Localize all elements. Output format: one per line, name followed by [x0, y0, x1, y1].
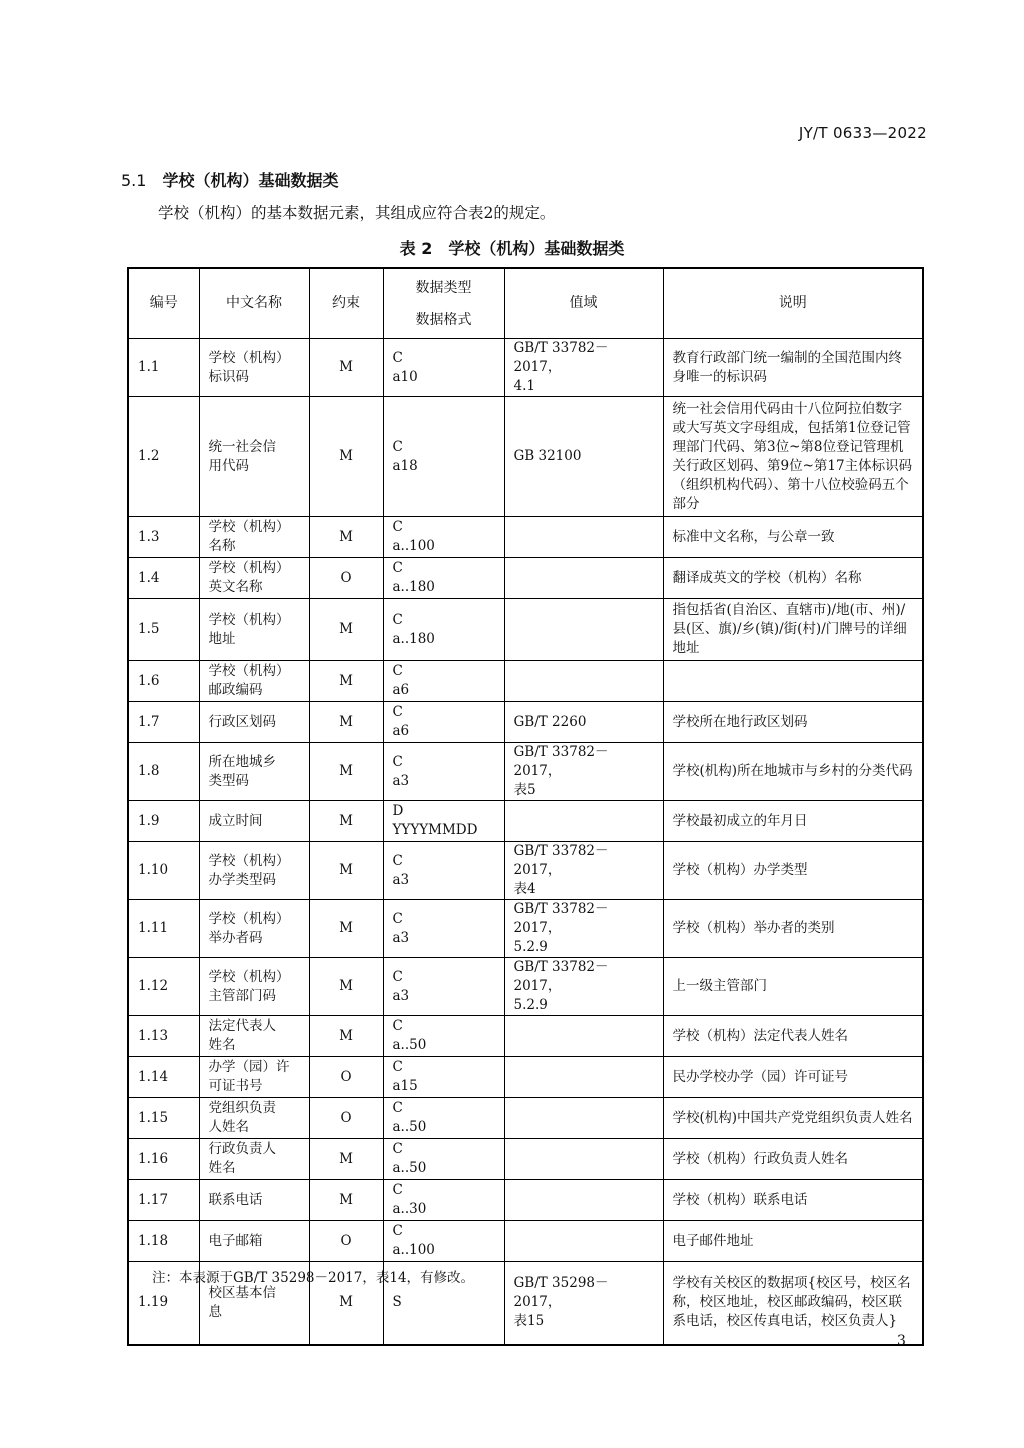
cell-description: 学校（机构）举办者的类别 [663, 900, 923, 958]
header-domain: 值域 [504, 268, 663, 339]
cell-no: 1.8 [128, 743, 199, 801]
cell-domain [504, 397, 663, 517]
cell-name-line1: 学校（机构） [208, 852, 290, 869]
section-heading [121, 168, 338, 191]
cell-domain [504, 1180, 663, 1221]
cell-domain-line1: GB/T 33782－2017， [513, 340, 609, 375]
cell-no: 1.16 [128, 1139, 199, 1180]
cell-type: C [392, 852, 403, 869]
cell-domain-line1: GB/T 33782－2017， [513, 843, 609, 878]
cell-type: C [392, 968, 403, 985]
cell-type-format [383, 1016, 504, 1057]
cell-name-line2: 人姓名 [208, 1119, 249, 1135]
cell-name-line2: 类型码 [208, 772, 249, 789]
cell-constraint: M [309, 661, 383, 702]
cell-constraint: O [309, 1098, 383, 1139]
cell-name [199, 397, 309, 517]
cell-type-format [383, 1098, 504, 1139]
cell-constraint: O [309, 1221, 383, 1262]
cell-type: C [392, 1018, 403, 1034]
cell-description: 学校所在地行政区划码 [663, 702, 923, 743]
cell-format: a..100 [392, 538, 435, 554]
cell-type: D [392, 803, 404, 819]
cell-name-line1: 办学（园）许 [208, 1059, 290, 1075]
cell-name-line1: 学校（机构） [208, 968, 290, 985]
cell-no: 1.11 [128, 900, 199, 958]
cell-name-line2: 举办者码 [208, 929, 263, 946]
table-header-row [128, 268, 923, 339]
cell-name-line1: 学校（机构） [208, 560, 290, 576]
cell-type-format [383, 958, 504, 1016]
cell-name-line2: 地址 [208, 630, 236, 647]
table-row [128, 1016, 923, 1057]
cell-domain-line2: 5.2.9 [513, 997, 548, 1013]
cell-domain-line1: GB/T 33782－2017， [513, 959, 609, 994]
table-row [128, 1057, 923, 1098]
cell-domain-line2: 表5 [513, 782, 536, 798]
cell-description: 民办学校办学（园）许可证号 [663, 1057, 923, 1098]
cell-name-line2: 名称 [208, 538, 236, 554]
cell-description: 学校(机构)所在地城市与乡村的分类代码 [663, 743, 923, 801]
cell-no: 1.7 [128, 702, 199, 743]
cell-domain [504, 339, 663, 397]
cell-type: C [392, 704, 403, 720]
cell-description: 学校（机构）办学类型 [663, 842, 923, 900]
cell-format: a..180 [392, 579, 435, 595]
cell-description: 上一级主管部门 [663, 958, 923, 1016]
table-row [128, 702, 923, 743]
cell-name-line1: 行政区划码 [208, 713, 276, 730]
intro-paragraph: 学校（机构）的基本数据元素，其组成应符合表2的规定。 [158, 204, 556, 222]
cell-format: a15 [392, 1078, 418, 1094]
table-row [128, 1139, 923, 1180]
cell-type-format [383, 1139, 504, 1180]
document-code: JY/T 0633—2022 [798, 124, 927, 142]
cell-constraint: M [309, 599, 383, 661]
cell-description: 学校（机构）法定代表人姓名 [663, 1016, 923, 1057]
table-row [128, 743, 923, 801]
cell-constraint: O [309, 558, 383, 599]
table-row [128, 1180, 923, 1221]
cell-name [199, 1098, 309, 1139]
cell-name-line1: 法定代表人 [208, 1018, 276, 1034]
cell-domain-line1: GB/T 2260 [513, 713, 587, 730]
table-row [128, 558, 923, 599]
cell-domain [504, 558, 663, 599]
cell-name-line2: 英文名称 [208, 579, 263, 595]
cell-domain [504, 599, 663, 661]
page-number: 3 [897, 1333, 906, 1349]
cell-name [199, 702, 309, 743]
cell-domain [504, 801, 663, 842]
cell-format: a3 [392, 929, 410, 946]
cell-no: 1.1 [128, 339, 199, 397]
cell-domain-line1: GB/T 35298－2017， [513, 1275, 609, 1311]
cell-type: C [392, 663, 403, 679]
cell-no: 1.9 [128, 801, 199, 842]
cell-name [199, 1139, 309, 1180]
cell-domain [504, 1098, 663, 1139]
cell-description: 学校(机构)中国共产党党组织负责人姓名 [663, 1098, 923, 1139]
cell-no: 1.6 [128, 661, 199, 702]
cell-format: a..180 [392, 630, 435, 647]
cell-name-line1: 行政负责人 [208, 1141, 276, 1157]
cell-domain [504, 1221, 663, 1262]
cell-constraint: M [309, 1016, 383, 1057]
cell-constraint: M [309, 1262, 383, 1345]
cell-type-format [383, 1221, 504, 1262]
cell-type-format [383, 702, 504, 743]
cell-format: a10 [392, 368, 418, 385]
cell-constraint: M [309, 397, 383, 517]
cell-no: 1.18 [128, 1221, 199, 1262]
cell-type: C [392, 753, 403, 770]
cell-description: 学校（机构）行政负责人姓名 [663, 1139, 923, 1180]
cell-type: C [392, 910, 403, 927]
cell-name [199, 1221, 309, 1262]
cell-name [199, 339, 309, 397]
cell-type-format [383, 661, 504, 702]
cell-domain [504, 1139, 663, 1180]
cell-no: 1.17 [128, 1180, 199, 1221]
table-caption [0, 236, 1024, 259]
cell-name-line1: 学校（机构） [208, 611, 290, 628]
cell-format: a..50 [392, 1160, 427, 1176]
cell-name [199, 958, 309, 1016]
cell-type: C [392, 611, 403, 628]
section-number: 5.1 [121, 171, 147, 190]
cell-domain [504, 702, 663, 743]
cell-name [199, 661, 309, 702]
cell-format: a..50 [392, 1037, 427, 1053]
cell-no: 1.15 [128, 1098, 199, 1139]
header-type: 数据类型 [415, 279, 472, 296]
cell-type-format [383, 743, 504, 801]
cell-no: 1.10 [128, 842, 199, 900]
cell-domain-line2: 表15 [513, 1313, 545, 1330]
cell-name-line2: 可证书号 [208, 1078, 263, 1094]
cell-type-format [383, 558, 504, 599]
header-format: 数据格式 [415, 311, 472, 328]
cell-name-line2: 息 [208, 1303, 222, 1320]
cell-format: a..100 [392, 1242, 435, 1258]
cell-name [199, 842, 309, 900]
cell-type: S [392, 1294, 402, 1311]
cell-name-line2: 标识码 [208, 368, 249, 385]
cell-constraint: M [309, 702, 383, 743]
cell-name-line1: 统一社会信 [208, 438, 276, 455]
cell-name-line2: 姓名 [208, 1160, 236, 1176]
cell-name-line2: 办学类型码 [208, 871, 276, 888]
cell-name-line1: 学校（机构） [208, 663, 290, 679]
cell-format: a6 [392, 723, 410, 739]
cell-constraint: M [309, 958, 383, 1016]
cell-type: C [392, 1100, 403, 1116]
cell-name-line2: 邮政编码 [208, 682, 263, 698]
cell-description: 电子邮件地址 [663, 1221, 923, 1262]
table-row [128, 517, 923, 558]
cell-format: a3 [392, 871, 410, 888]
cell-domain [504, 743, 663, 801]
cell-no: 1.4 [128, 558, 199, 599]
cell-name-line1: 学校（机构） [208, 910, 290, 927]
data-elements-table [127, 267, 924, 1346]
cell-type-format [383, 1180, 504, 1221]
cell-name-line1: 所在地城乡 [208, 753, 276, 770]
cell-name-line1: 联系电话 [208, 1191, 263, 1208]
cell-name-line1: 学校（机构） [208, 349, 290, 366]
cell-domain-line2: 4.1 [513, 378, 535, 394]
cell-format: a3 [392, 987, 410, 1004]
cell-type-format [383, 517, 504, 558]
cell-type: C [392, 1182, 403, 1198]
cell-constraint: M [309, 339, 383, 397]
table-row [128, 661, 923, 702]
cell-domain [504, 1057, 663, 1098]
cell-domain-line1: GB/T 33782－2017， [513, 901, 609, 936]
cell-name-line2: 用代码 [208, 457, 249, 474]
table-row [128, 339, 923, 397]
cell-no: 1.3 [128, 517, 199, 558]
cell-no: 1.12 [128, 958, 199, 1016]
header-no: 编号 [128, 268, 199, 339]
table-row [128, 1221, 923, 1262]
cell-type: C [392, 560, 403, 576]
cell-type: C [392, 519, 403, 535]
cell-type: C [392, 1059, 403, 1075]
cell-constraint: M [309, 1180, 383, 1221]
cell-name-line1: 校区基本信 [208, 1284, 276, 1301]
cell-name-line1: 学校（机构） [208, 519, 290, 535]
cell-description: 翻译成英文的学校（机构）名称 [663, 558, 923, 599]
cell-constraint: M [309, 517, 383, 558]
cell-type-format [383, 801, 504, 842]
cell-name-line1: 党组织负责 [208, 1100, 276, 1116]
cell-name [199, 743, 309, 801]
cell-constraint: M [309, 743, 383, 801]
section-title: 学校（机构）基础数据类 [162, 171, 339, 190]
cell-name-line1: 电子邮箱 [208, 1232, 263, 1249]
cell-name [199, 1057, 309, 1098]
cell-description: 学校最初成立的年月日 [663, 801, 923, 842]
cell-constraint: M [309, 900, 383, 958]
cell-name [199, 900, 309, 958]
cell-type-format [383, 1057, 504, 1098]
cell-name-line1: 成立时间 [208, 812, 263, 829]
table-row [128, 1098, 923, 1139]
cell-name [199, 558, 309, 599]
cell-no: 1.2 [128, 397, 199, 517]
cell-no: 1.19 [128, 1262, 199, 1345]
cell-domain-line2: 5.2.9 [513, 939, 548, 955]
cell-type: C [392, 349, 403, 366]
table-row [128, 599, 923, 661]
table-row [128, 397, 923, 517]
cell-type-format [383, 599, 504, 661]
cell-name-line2: 主管部门码 [208, 987, 276, 1004]
cell-name [199, 1180, 309, 1221]
cell-domain-line1: GB/T 33782－2017， [513, 744, 609, 779]
cell-constraint: M [309, 1139, 383, 1180]
cell-description: 统一社会信用代码由十八位阿拉伯数字或大写英文字母组成，包括第1位登记管理部门代码、第3位~第8位登记管理机关行政区划码、第9位~第17主体标识码（组织机构代码）、第十八位校验码五个部分 [663, 397, 923, 517]
cell-format: a6 [392, 682, 410, 698]
cell-type: C [392, 1223, 403, 1239]
cell-name [199, 1016, 309, 1057]
cell-domain [504, 900, 663, 958]
cell-description: 学校（机构）联系电话 [663, 1180, 923, 1221]
table-footnote: 注：本表源于GB/T 35298－2017，表14，有修改。 [152, 1270, 475, 1286]
cell-description: 指包括省(自治区、直辖市)/地(市、州)/县(区、旗)/乡(镇)/街(村)/门牌号的详细地址 [663, 599, 923, 661]
cell-format: a18 [392, 457, 418, 474]
cell-format: a3 [392, 772, 410, 789]
cell-constraint: M [309, 801, 383, 842]
cell-name [199, 599, 309, 661]
cell-domain-line1: GB 32100 [513, 448, 582, 464]
cell-domain [504, 958, 663, 1016]
table-row [128, 900, 923, 958]
cell-format: a..50 [392, 1119, 427, 1135]
table-row [128, 801, 923, 842]
header-name: 中文名称 [199, 268, 309, 339]
cell-description: 标准中文名称，与公章一致 [663, 517, 923, 558]
cell-type: C [392, 438, 403, 455]
cell-domain [504, 1262, 663, 1345]
cell-name-line2: 姓名 [208, 1037, 236, 1053]
cell-type-format [383, 339, 504, 397]
header-type-format [383, 268, 504, 339]
cell-domain [504, 842, 663, 900]
cell-format: YYYYMMDD [392, 822, 478, 838]
cell-type-format [383, 397, 504, 517]
cell-description [663, 661, 923, 702]
table-row [128, 958, 923, 1016]
cell-domain [504, 661, 663, 702]
table-caption-title: 学校（机构）基础数据类 [448, 239, 625, 258]
cell-type-format [383, 900, 504, 958]
cell-no: 1.5 [128, 599, 199, 661]
cell-type-format [383, 842, 504, 900]
cell-description: 学校有关校区的数据项{校区号，校区名称，校区地址，校区邮政编码，校区联系电话，校区传真电话，校区负责人} [663, 1262, 923, 1345]
cell-constraint: M [309, 842, 383, 900]
cell-name [199, 801, 309, 842]
cell-domain [504, 517, 663, 558]
cell-description: 教育行政部门统一编制的全国范围内终身唯一的标识码 [663, 339, 923, 397]
cell-no: 1.14 [128, 1057, 199, 1098]
cell-type: C [392, 1141, 403, 1157]
header-constraint: 约束 [309, 268, 383, 339]
cell-format: a..30 [392, 1201, 427, 1217]
table-caption-label: 表 2 [399, 239, 433, 258]
table-row [128, 842, 923, 900]
header-desc: 说明 [663, 268, 923, 339]
cell-domain-line2: 表4 [513, 881, 536, 897]
cell-constraint: O [309, 1057, 383, 1098]
cell-name [199, 517, 309, 558]
cell-domain [504, 1016, 663, 1057]
cell-no: 1.13 [128, 1016, 199, 1057]
